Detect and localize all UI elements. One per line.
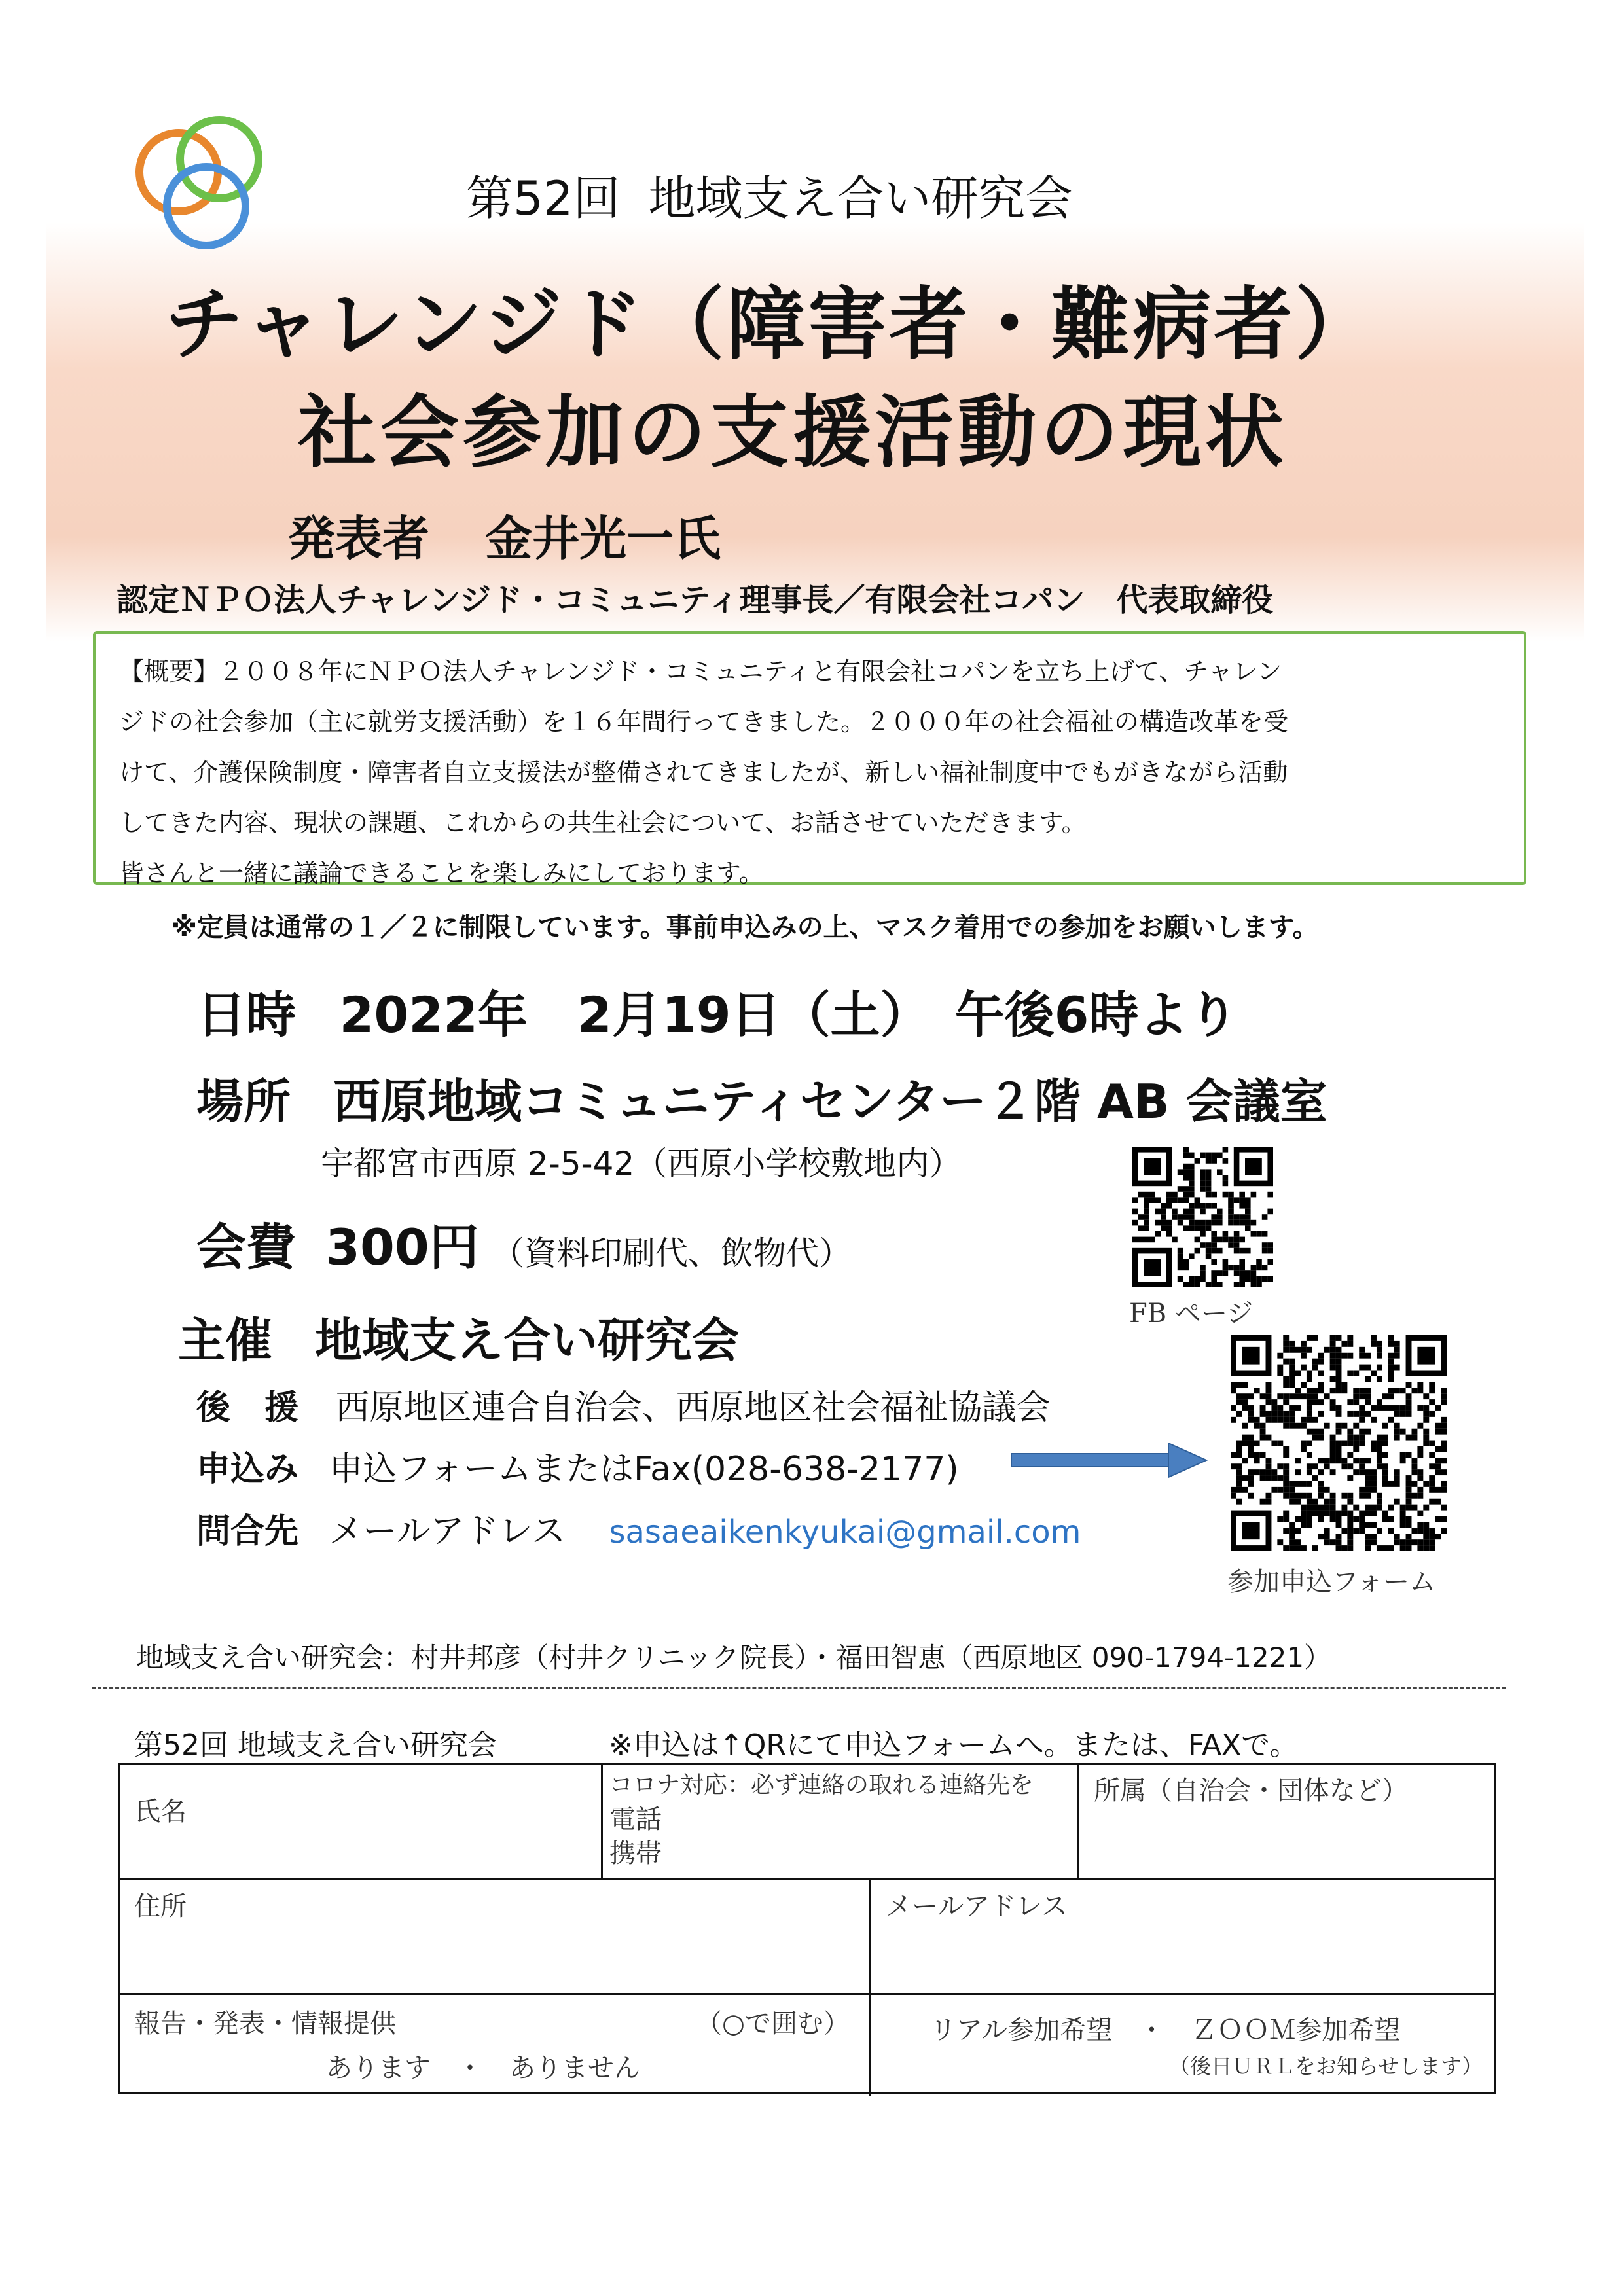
footer-contact: 地域支え合い研究会：村井邦彦（村井クリニック院長）・福田智恵（西原地区 090-1794-1221） xyxy=(136,1641,1332,1674)
arrow-right-icon xyxy=(1011,1442,1208,1479)
overview-box xyxy=(93,631,1526,888)
apply-label: 申込み xyxy=(196,1450,299,1489)
overview-line: 【概要】２００８年にＮＰＯ法人チャレンジド・コミュニティと有限会社コパンを立ち上げて、チャレン xyxy=(119,657,1282,686)
place-row xyxy=(196,1064,1327,1132)
email-field[interactable] xyxy=(871,1880,1494,1993)
fee-value: 300円 xyxy=(325,1218,479,1276)
place-label: 場所 xyxy=(196,1074,291,1129)
circle-note: （○で囲む） xyxy=(696,2009,850,2039)
attendance-options[interactable]: リアル参加希望 ・ ＺＯＯＭ参加希望 xyxy=(930,2015,1401,2045)
host-value: 地域支え合い研究会 xyxy=(315,1313,740,1368)
affiliation-label: 所属（自治会・団体など） xyxy=(1094,1776,1408,1806)
capacity-notice: ※定員は通常の１／２に制限しています。事前申込みの上、マスク着用での参加をお願いします。 xyxy=(171,912,1319,942)
contact-email-link[interactable]: sasaeaikenkyukai@gmail.com xyxy=(609,1514,1081,1551)
contact-row xyxy=(196,1503,1081,1552)
form-qr-caption: 参加申込フォーム xyxy=(1227,1567,1435,1597)
session-title xyxy=(466,160,1073,228)
affiliation-field[interactable] xyxy=(1079,1765,1494,1878)
form-instruction: ※申込は↑QRにて申込フォームへ。または、FAXで。 xyxy=(609,1729,1299,1762)
address-field[interactable] xyxy=(120,1880,869,1993)
covid-contact-label: コロナ対応：必ず連絡の取れる連絡先を xyxy=(609,1772,1034,1799)
date-row xyxy=(196,975,1238,1047)
logo-rings-icon xyxy=(128,115,272,252)
place-value: 西原地域コミュニティセンター２階 AB 会議室 xyxy=(333,1074,1327,1129)
apply-row xyxy=(196,1441,959,1490)
main-title-line1: チャレンジド（障害者・難病者） xyxy=(165,279,1377,370)
contact-value: メールアドレス xyxy=(329,1512,566,1551)
host-label: 主催 xyxy=(178,1313,273,1368)
session-number: 第52回 xyxy=(466,171,621,226)
host-row xyxy=(178,1302,739,1371)
name-label: 氏名 xyxy=(134,1797,187,1827)
name-field[interactable] xyxy=(120,1765,601,1878)
report-label: 報告・発表・情報提供 xyxy=(134,2009,396,2039)
contact-label: 問合先 xyxy=(196,1512,299,1551)
form-qr-code[interactable] xyxy=(1231,1335,1447,1551)
cut-line xyxy=(92,1687,1506,1689)
mobile-label: 携帯 xyxy=(609,1839,662,1869)
phone-field[interactable] xyxy=(603,1765,1077,1878)
support-row xyxy=(196,1380,1051,1429)
report-field[interactable] xyxy=(120,1995,869,2092)
presenter-affiliation: 認定ＮＰＯ法人チャレンジド・コミュニティ理事長／有限会社コパン 代表取締役 xyxy=(117,582,1274,619)
date-value: 2022年 2月19日（土） 午後6時より xyxy=(339,986,1238,1044)
date-label: 日時 xyxy=(196,986,296,1044)
fee-note: （資料印刷代、飲物代） xyxy=(491,1234,852,1272)
form-heading: 第52回 地域支え合い研究会 xyxy=(134,1721,536,1765)
address-label: 住所 xyxy=(134,1892,187,1922)
presenter-line xyxy=(288,501,721,569)
overview-line: してきた内容、現状の課題、これからの共生社会について、お話させていただきます。 xyxy=(119,808,1087,837)
support-value: 西原地区連合自治会、西原地区社会福祉協議会 xyxy=(335,1388,1051,1427)
yes-no-options[interactable]: あります ・ ありません xyxy=(326,2053,640,2083)
fee-label: 会費 xyxy=(196,1218,296,1276)
fee-row xyxy=(196,1208,852,1279)
attendance-field[interactable] xyxy=(871,1995,1494,2092)
presenter-label: 発表者 xyxy=(288,511,430,566)
support-label: 後 援 xyxy=(196,1388,299,1427)
fb-qr-caption: FB ページ xyxy=(1129,1299,1254,1329)
address: 宇都宮市西原 2-5-42（西原小学校敷地内） xyxy=(321,1145,962,1183)
fb-qr-code[interactable] xyxy=(1132,1147,1273,1287)
presenter-name: 金井光一氏 xyxy=(485,511,721,566)
organizer-title: 地域支え合い研究会 xyxy=(648,171,1073,226)
application-form-table xyxy=(118,1763,1496,2094)
overview-line: 皆さんと一緒に議論できることを楽しみにしております。 xyxy=(119,859,764,888)
apply-value: 申込フォームまたはFax(028-638-2177) xyxy=(329,1450,959,1489)
phone-label: 電話 xyxy=(609,1804,662,1835)
overview-line: ジドの社会参加（主に就労支援活動）を１６年間行ってきました。２０００年の社会福祉の構造改革を受 xyxy=(119,708,1289,736)
logo-ring-blue xyxy=(167,167,245,245)
main-title-line2: 社会参加の支援活動の現状 xyxy=(298,387,1288,478)
zoom-url-note: （後日ＵＲＬをお知らせします） xyxy=(1169,2054,1483,2079)
email-label: メールアドレス xyxy=(886,1892,1068,1922)
overview-line: けて、介護保険制度・障害者自立支援法が整備されてきましたが、新しい福祉制度中でもがきながら活動 xyxy=(119,758,1288,787)
